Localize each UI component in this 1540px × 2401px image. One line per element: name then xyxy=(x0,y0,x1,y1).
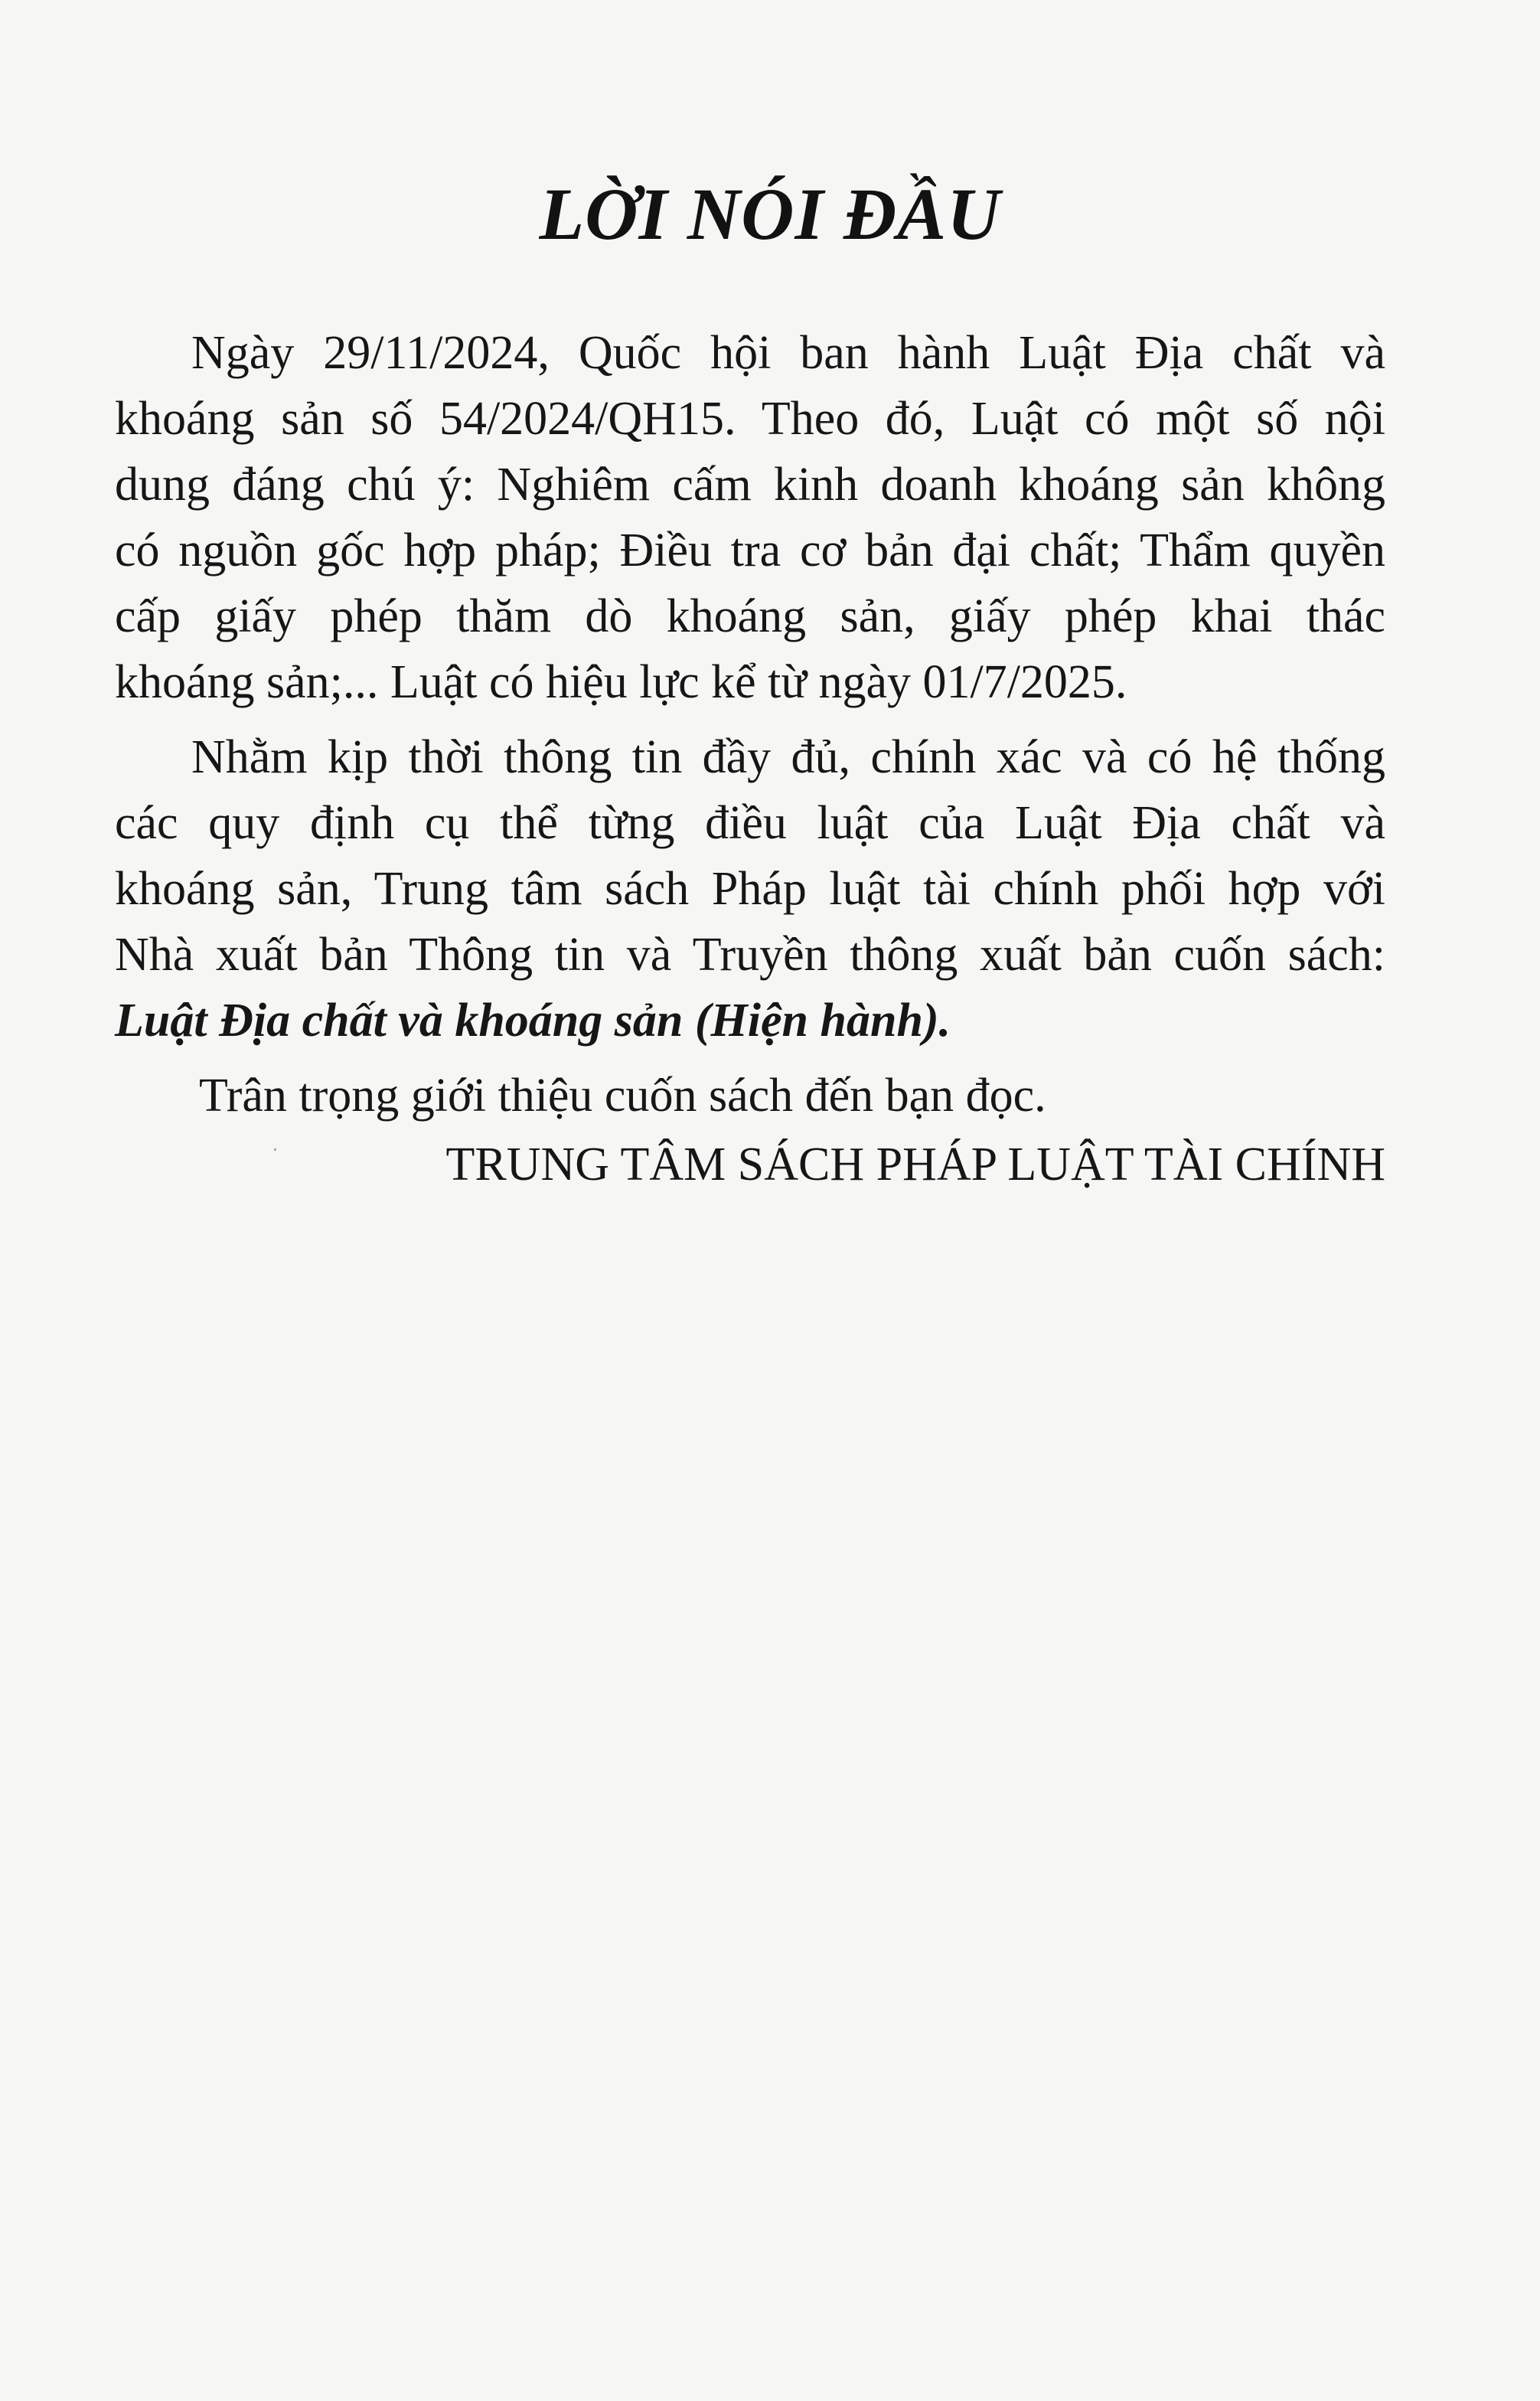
paragraph-line: khoáng sản, Trung tâm sách Pháp luật tài chính phối hợp với xyxy=(115,863,1385,915)
paragraph-purpose xyxy=(115,724,1385,1054)
preface-body xyxy=(115,320,1385,1129)
scan-speck xyxy=(274,1148,276,1151)
book-title: Luật Địa chất và khoáng sản (Hiện hành). xyxy=(115,995,951,1047)
paragraph-line: khoáng sản số 54/2024/QH15. Theo đó, Luật có một số nội xyxy=(115,393,1385,445)
closing-line xyxy=(115,1063,1385,1129)
signature: TRUNG TÂM SÁCH PHÁP LUẬT TÀI CHÍNH xyxy=(445,1138,1385,1191)
paragraph-line: Ngày 29/11/2024, Quốc hội ban hành Luật Địa chất và xyxy=(191,327,1385,379)
paragraph-line: Nhà xuất bản Thông tin và Truyền thông xuất bản cuốn sách: xyxy=(115,929,1385,981)
closing-text: Trân trọng giới thiệu cuốn sách đến bạn đọc. xyxy=(199,1070,1046,1122)
paragraph-line: khoáng sản;... Luật có hiệu lực kể từ ngày 01/7/2025. xyxy=(115,656,1127,708)
page-title: LỜI NÓI ĐẦU xyxy=(539,173,1001,255)
paragraph-line: có nguồn gốc hợp pháp; Điều tra cơ bản đại chất; Thẩm quyền xyxy=(115,524,1385,577)
paragraph-line: Nhằm kịp thời thông tin đầy đủ, chính xác và có hệ thống xyxy=(191,731,1385,783)
paragraph-line: dung đáng chú ý: Nghiêm cấm kinh doanh khoáng sản không xyxy=(115,459,1385,511)
paragraph-introduction xyxy=(115,320,1385,715)
paragraph-line: các quy định cụ thể từng điều luật của Luật Địa chất và xyxy=(115,797,1385,849)
paragraph-line: cấp giấy phép thăm dò khoáng sản, giấy phép khai thác xyxy=(115,590,1385,642)
